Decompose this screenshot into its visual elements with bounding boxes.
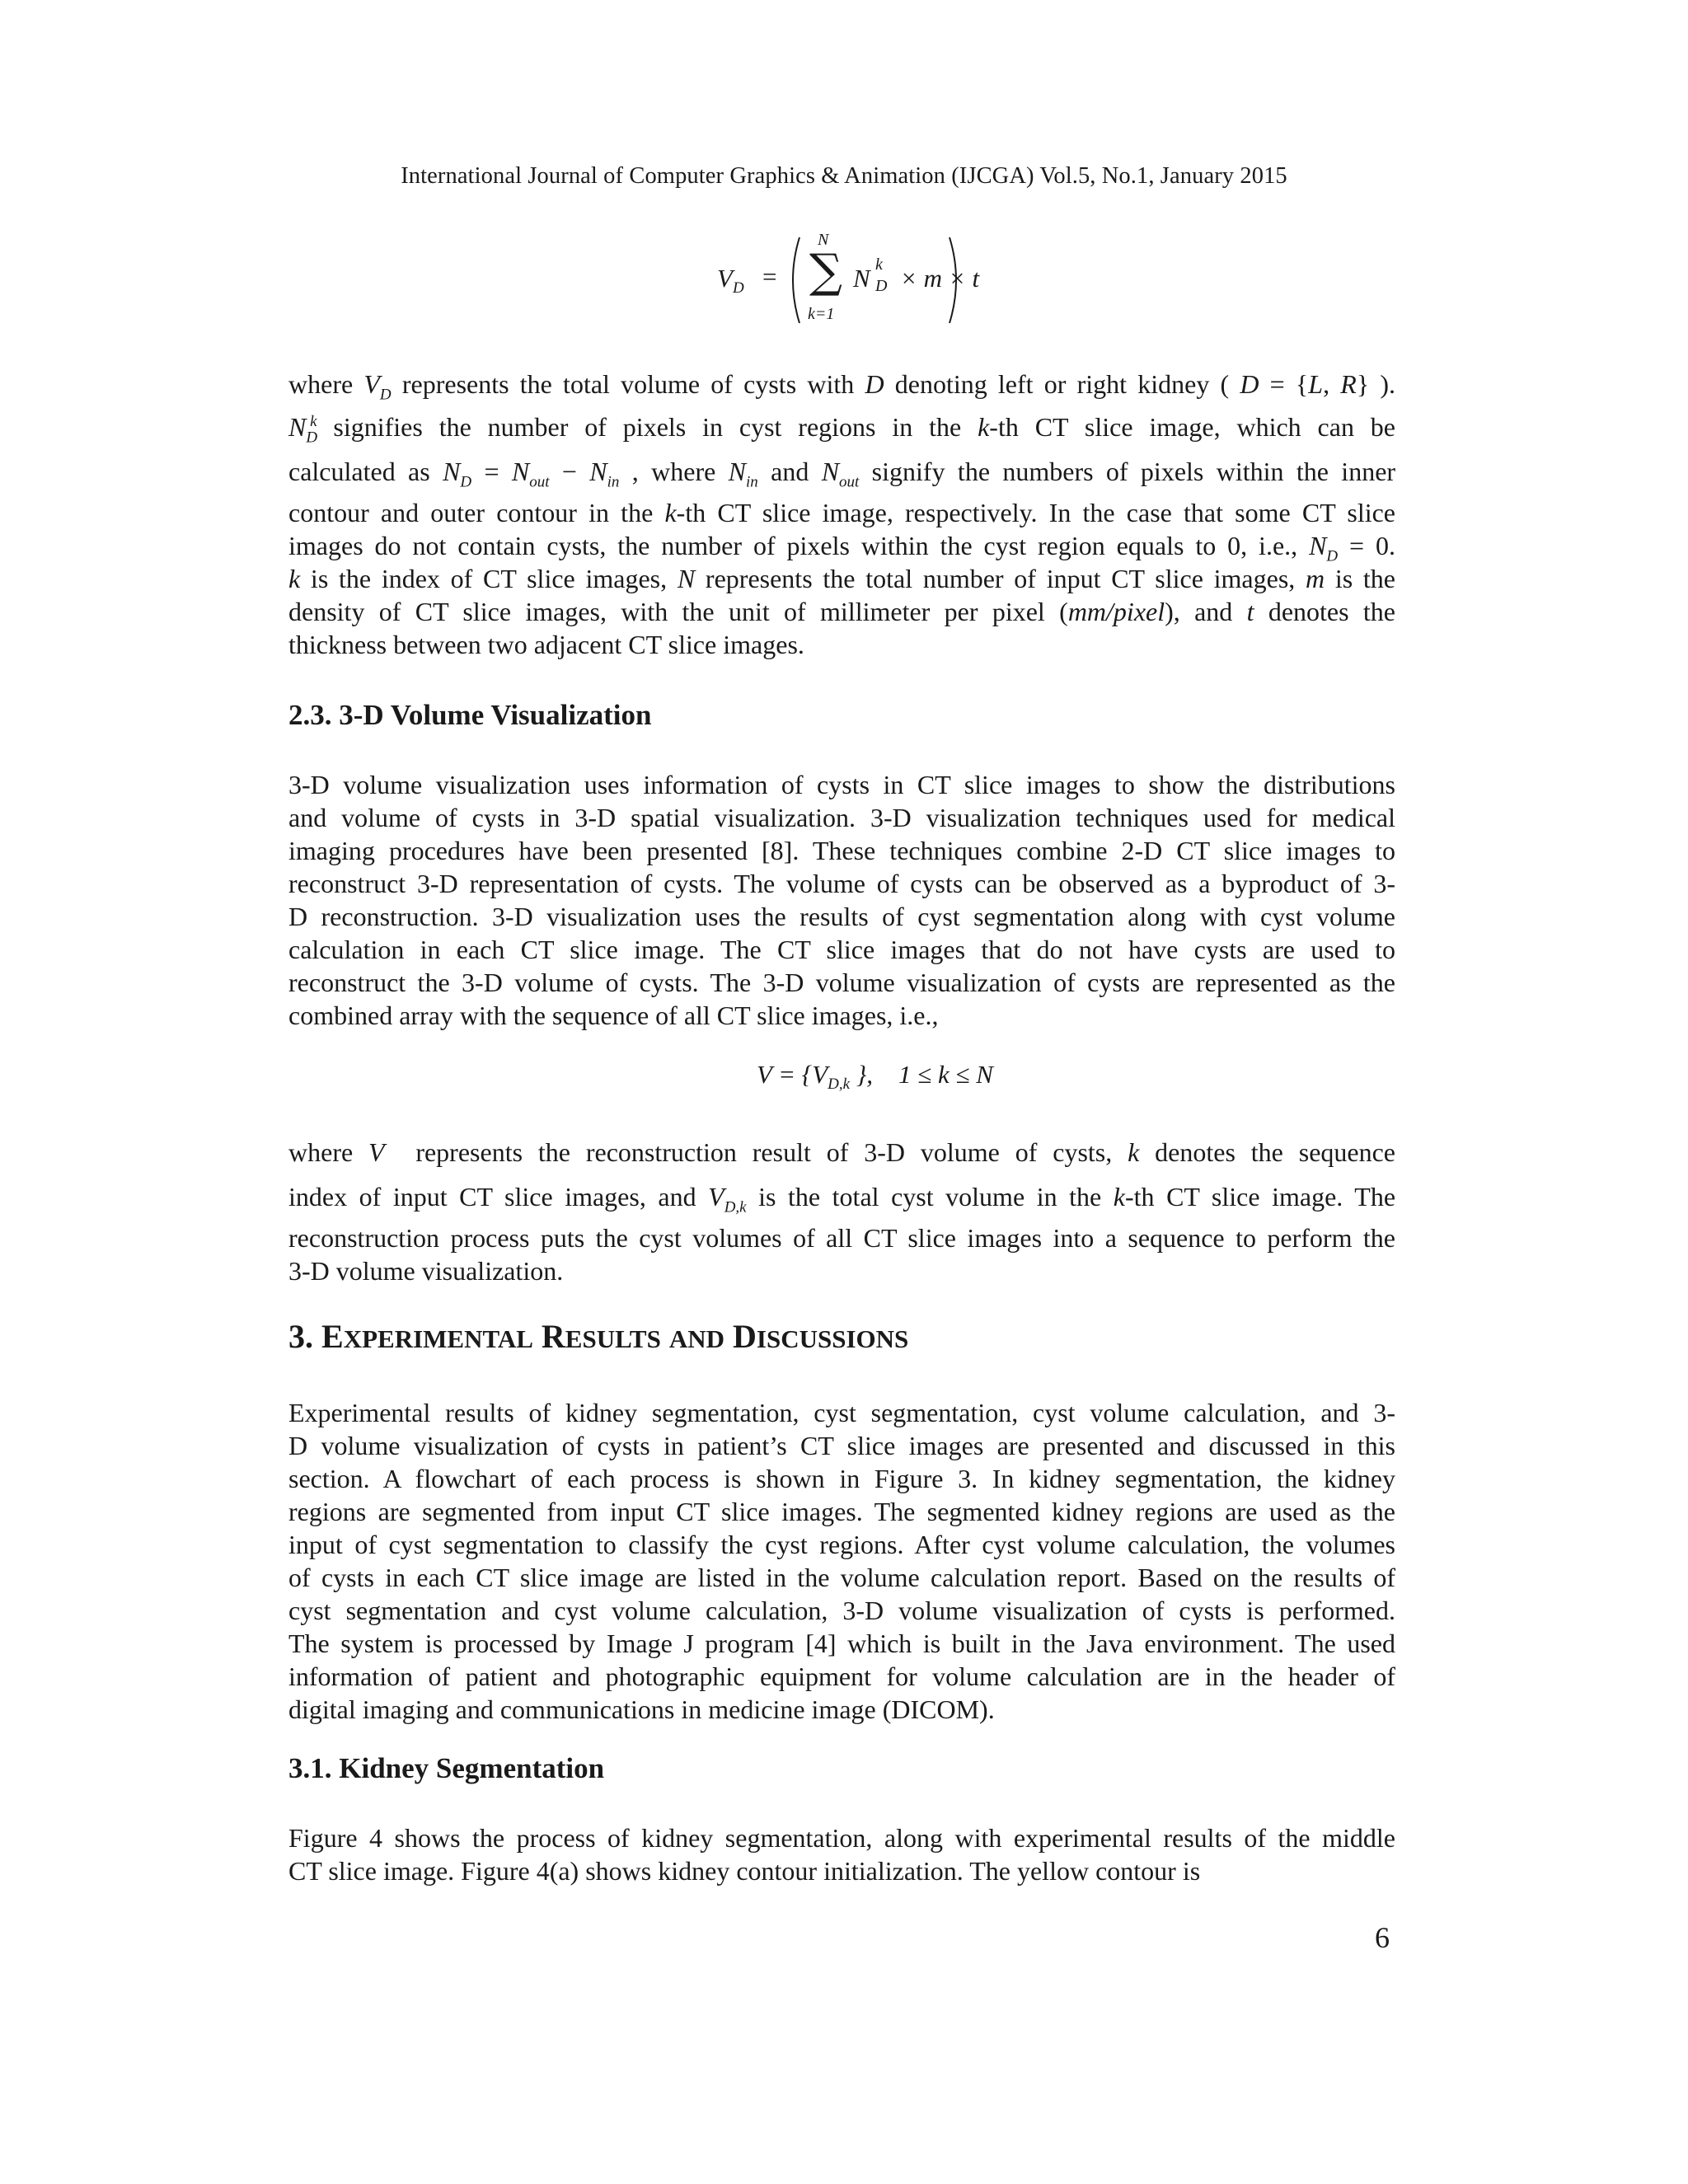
running-header: International Journal of Computer Graphics & Animation (IJCGA) Vol.5, No.1, January 2015 xyxy=(401,163,1287,189)
para4-line: of cysts in each CT slice image are listed in the volume calculation report. Based on the results of xyxy=(288,1563,1395,1592)
para4-line: Experimental results of kidney segmentation, cyst segmentation, cyst volume calculation, and 3- xyxy=(288,1398,1395,1427)
para4-line: section. A flowchart of each process is shown in Figure 3. In kidney segmentation, the kidney xyxy=(288,1464,1395,1493)
para1-line: k is the index of CT slice images, N represents the total number of input CT slice images, m is the xyxy=(288,564,1396,593)
para3-line: reconstruction process puts the cyst volumes of all CT slice images into a sequence to perform the xyxy=(288,1223,1395,1253)
para3-line: 3-D volume visualization. xyxy=(288,1256,564,1286)
para5-line: CT slice image. Figure 4(a) shows kidney contour initialization. The yellow contour is xyxy=(288,1856,1201,1886)
para2-line: combined array with the sequence of all CT slice images, i.e., xyxy=(288,1001,939,1030)
eq1-lhs: $V_D$ xyxy=(717,264,744,298)
para1-line: density of CT slice images, with the unit of millimeter per pixel (mm/pixel), and t denotes the xyxy=(288,597,1396,626)
paragraph-reconstruction xyxy=(288,1136,1395,1287)
eq1-term-sub: D xyxy=(875,277,888,295)
para4-line: D volume visualization of cysts in patient’s CT slice images are presented and discussed in this xyxy=(288,1431,1395,1460)
eq1-sum-lower: k=1 xyxy=(808,305,835,323)
para1-line: calculated as $N_D = N_{out} - N_{in}$ , where $N_{in}$ and $N_{out}$ signify the numbers of pixels within the inner xyxy=(288,457,1396,491)
para1-line: where $V_D$ represents the total volume of cysts with D denoting left or right kidney ( D = {L, R} ). xyxy=(288,369,1396,404)
paragraph-3d-visualization xyxy=(288,768,1395,1032)
paragraph-experimental-results xyxy=(288,1396,1395,1726)
para2-line: reconstruct the 3-D volume of cysts. The 3-D volume visualization of cysts are represented as the xyxy=(288,968,1395,997)
para4-line: digital imaging and communications in medicine image (DICOM). xyxy=(288,1694,995,1724)
para1-line: contour and outer contour in the k-th CT slice image, respectively. In the case that some CT slice xyxy=(288,498,1396,527)
para1-line: $N_D^k$ signifies the number of pixels in cyst regions in the k-th CT slice image, which can be xyxy=(288,412,1396,447)
page-number: 6 xyxy=(1375,1921,1390,1954)
eq1-tail: × m × t xyxy=(900,264,980,293)
eq1-term-sup: k xyxy=(875,255,883,274)
equation-sequence: $V = \{V_{D,k}$ }, 1 ≤ k ≤ N xyxy=(757,1060,993,1094)
para1-line: thickness between two adjacent CT slice images. xyxy=(288,630,804,659)
para2-line: calculation in each CT slice image. The CT slice images that do not have cysts are used to xyxy=(288,935,1395,964)
paragraph-volume-definition xyxy=(288,368,1395,661)
section-heading-3-1: 3.1. Kidney Segmentation xyxy=(288,1752,605,1784)
eq1-sum-symbol: ∑ xyxy=(809,245,842,298)
equation-volume: $V_D$ = ∑ N k=1 N k D × m × t xyxy=(717,231,981,330)
para4-line: regions are segmented from input CT slice images. The segmented kidney regions are used as the xyxy=(288,1497,1395,1526)
para2-line: 3-D volume visualization uses information of cysts in CT slice images to show the distributions xyxy=(288,770,1395,799)
eq1-term: N xyxy=(853,264,870,293)
eq1-sum-upper: N xyxy=(818,231,829,249)
para4-line: cyst segmentation and cyst volume calculation, 3-D volume visualization of cysts is performed. xyxy=(288,1596,1395,1625)
paragraph-kidney-segmentation xyxy=(288,1821,1395,1887)
para2-line: imaging procedures have been presented [8]. These techniques combine 2-D CT slice images to xyxy=(288,836,1395,865)
section-heading-2-3: 2.3. 3-D Volume Visualization xyxy=(288,699,652,731)
section-heading-3: 3. EXPERIMENTAL RESULTS AND DISCUSSIONS xyxy=(288,1318,909,1355)
para2-line: reconstruct 3-D representation of cysts. The volume of cysts can be observed as a byproduct of 3- xyxy=(288,869,1395,898)
para4-line: information of patient and photographic equipment for volume calculation are in the header of xyxy=(288,1661,1395,1691)
para3-line: index of input CT slice images, and $V_{D,k}$ is the total cyst volume in the k-th CT slice image. The xyxy=(288,1182,1396,1216)
para3-line: where V represents the reconstruction result of 3-D volume of cysts, k denotes the sequence xyxy=(288,1137,1396,1167)
para5-line: Figure 4 shows the process of kidney segmentation, along with experimental results of the middle xyxy=(288,1823,1395,1853)
para4-line: input of cyst segmentation to classify the cyst regions. After cyst volume calculation, the volumes xyxy=(288,1530,1395,1559)
para1-line: images do not contain cysts, the number of pixels within the cyst region equals to 0, i.e., $N_D = 0$. xyxy=(288,531,1396,565)
para2-line: and volume of cysts in 3-D spatial visualization. 3-D visualization techniques used for medical xyxy=(288,803,1395,832)
para4-line: The system is processed by Image J program [4] which is built in the Java environment. The used xyxy=(288,1629,1395,1658)
para2-line: D reconstruction. 3-D visualization uses the results of cyst segmentation along with cyst volume xyxy=(288,902,1395,931)
